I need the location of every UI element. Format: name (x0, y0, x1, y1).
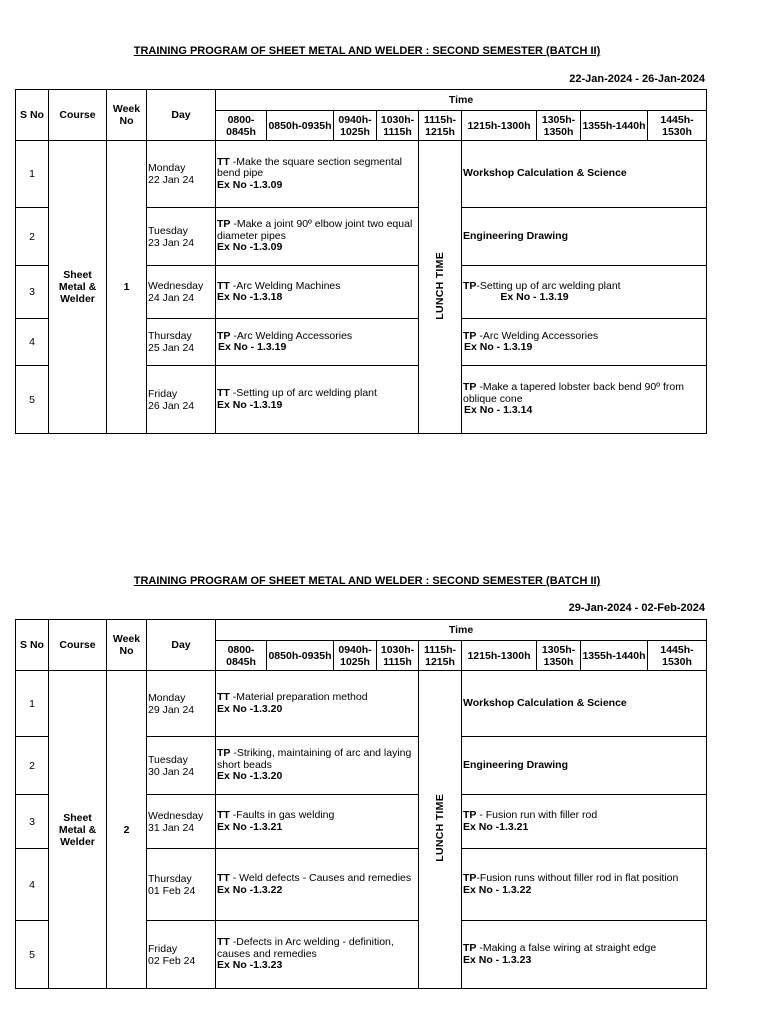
slot-header: 0800-0845h (216, 111, 267, 141)
slot-header: 1355h-1440h (581, 111, 648, 141)
afternoon-session: TP -Arc Welding Accessories Ex No - 1.3.19 (462, 319, 707, 366)
schedule-table (15, 89, 707, 434)
header-day: Day (147, 620, 216, 671)
morning-session: TP -Arc Welding Accessories Ex No - 1.3.19 (216, 319, 419, 366)
slot-header: 0940h-1025h (334, 641, 377, 671)
header-time: Time (216, 90, 707, 111)
morning-session: TT -Material preparation method Ex No -1.3.20 (216, 671, 419, 737)
day-cell: Tuesday 30 Jan 24 (147, 737, 216, 795)
slot-header: 1215h-1300h (462, 641, 537, 671)
morning-session: TT -Make the square section segmental bend pipe Ex No -1.3.09 (216, 141, 419, 208)
date-range: 22-Jan-2024 - 26-Jan-2024 (569, 73, 705, 85)
course-cell: Sheet Metal & Welder (49, 671, 107, 989)
afternoon-session: TP -Make a tapered lobster back bend 90º from oblique cone Ex No - 1.3.14 (462, 366, 707, 434)
program-title: TRAINING PROGRAM OF SHEET METAL AND WELDER : SECOND SEMESTER (BATCH II) (133, 575, 601, 587)
slot-header: 1215h-1300h (462, 111, 537, 141)
row-sno: 5 (16, 366, 49, 434)
slot-header: 0800-0845h (216, 641, 267, 671)
afternoon-session: TP -Making a false wiring at straight edge Ex No - 1.3.23 (462, 921, 707, 989)
header-course: Course (49, 620, 107, 671)
week-cell: 2 (107, 671, 147, 989)
day-cell: Tuesday 23 Jan 24 (147, 208, 216, 266)
row-sno: 2 (16, 208, 49, 266)
course-cell: Sheet Metal & Welder (49, 141, 107, 434)
slot-header: 1030h-1115h (377, 641, 419, 671)
lunch-time: LUNCH TIME (419, 141, 462, 434)
afternoon-session: TP-Fusion runs without filler rod in flat position Ex No - 1.3.22 (462, 849, 707, 921)
row-sno: 3 (16, 795, 49, 849)
day-cell: Wednesday 24 Jan 24 (147, 266, 216, 319)
morning-session: TP -Striking, maintaining of arc and laying short beads Ex No -1.3.20 (216, 737, 419, 795)
slot-header: 1445h-1530h (648, 641, 707, 671)
morning-session: TT -Setting up of arc welding plant Ex No -1.3.19 (216, 366, 419, 434)
afternoon-session: TP - Fusion run with filler rod Ex No -1.3.21 (462, 795, 707, 849)
afternoon-session: Engineering Drawing (462, 737, 707, 795)
slot-header: 1305h-1350h (537, 641, 581, 671)
slot-header: 1305h-1350h (537, 111, 581, 141)
header-sno: S No (16, 620, 49, 671)
lunch-time: LUNCH TIME (419, 671, 462, 989)
row-sno: 1 (16, 141, 49, 208)
day-cell: Friday 02 Feb 24 (147, 921, 216, 989)
afternoon-session: Workshop Calculation & Science (462, 141, 707, 208)
header-week: Week No (107, 90, 147, 141)
day-cell: Thursday 25 Jan 24 (147, 319, 216, 366)
week-cell: 1 (107, 141, 147, 434)
morning-session: TT -Faults in gas welding Ex No -1.3.21 (216, 795, 419, 849)
row-sno: 2 (16, 737, 49, 795)
afternoon-session: Engineering Drawing (462, 208, 707, 266)
header-sno: S No (16, 90, 49, 141)
morning-session: TP -Make a joint 90º elbow joint two equal diameter pipes Ex No -1.3.09 (216, 208, 419, 266)
program-title: TRAINING PROGRAM OF SHEET METAL AND WELDER : SECOND SEMESTER (BATCH II) (133, 45, 601, 57)
slot-header: 1355h-1440h (581, 641, 648, 671)
day-cell: Wednesday 31 Jan 24 (147, 795, 216, 849)
header-time: Time (216, 620, 707, 641)
date-range: 29-Jan-2024 - 02-Feb-2024 (568, 602, 705, 614)
slot-header: 1115h-1215h (419, 111, 462, 141)
row-sno: 1 (16, 671, 49, 737)
day-cell: Monday 22 Jan 24 (147, 141, 216, 208)
slot-header: 1030h-1115h (377, 111, 419, 141)
afternoon-session: TP-Setting up of arc welding plant Ex No - 1.3.19 (462, 266, 707, 319)
day-cell: Monday 29 Jan 24 (147, 671, 216, 737)
row-sno: 4 (16, 319, 49, 366)
morning-session: TT -Arc Welding Machines Ex No -1.3.18 (216, 266, 419, 319)
slot-header: 1115h-1215h (419, 641, 462, 671)
day-cell: Friday 26 Jan 24 (147, 366, 216, 434)
day-cell: Thursday 01 Feb 24 (147, 849, 216, 921)
morning-session: TT - Weld defects - Causes and remedies Ex No -1.3.22 (216, 849, 419, 921)
row-sno: 5 (16, 921, 49, 989)
header-day: Day (147, 90, 216, 141)
slot-header: 0850h-0935h (267, 111, 334, 141)
morning-session: TT -Defects in Arc welding - definition, causes and remedies Ex No -1.3.23 (216, 921, 419, 989)
slot-header: 0940h-1025h (334, 111, 377, 141)
row-sno: 3 (16, 266, 49, 319)
afternoon-session: Workshop Calculation & Science (462, 671, 707, 737)
slot-header: 1445h-1530h (648, 111, 707, 141)
header-week: Week No (107, 620, 147, 671)
header-course: Course (49, 90, 107, 141)
schedule-table (15, 619, 707, 989)
row-sno: 4 (16, 849, 49, 921)
slot-header: 0850h-0935h (267, 641, 334, 671)
